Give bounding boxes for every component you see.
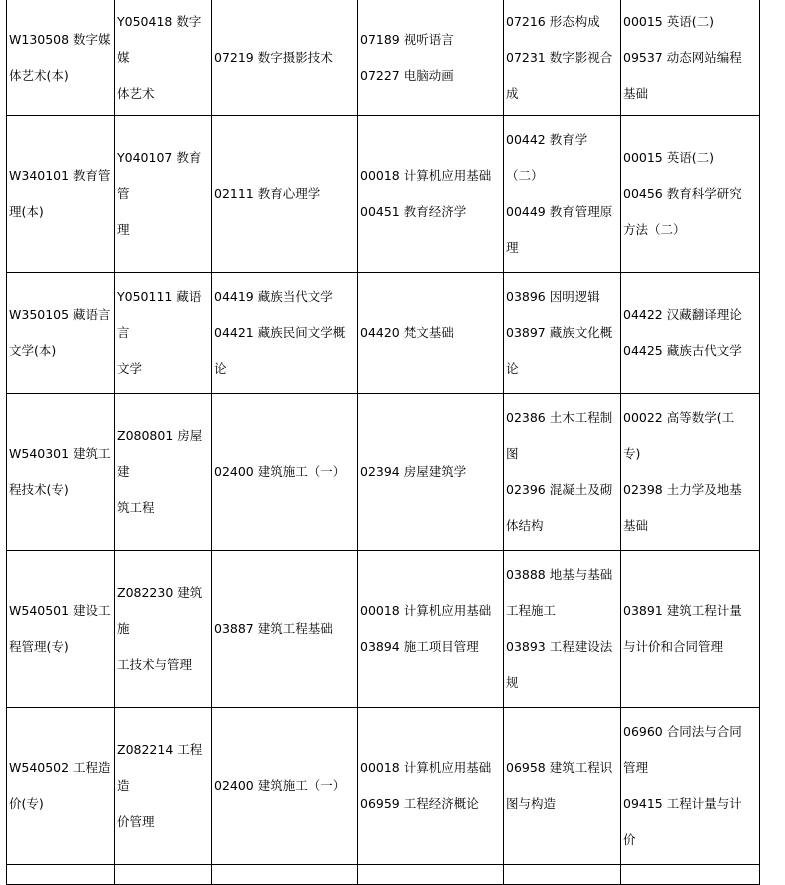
cell-text-line: 文学 <box>117 361 143 376</box>
cell-text-line: 理 <box>506 240 519 255</box>
prerequisite-major-cell <box>115 273 212 394</box>
course-cell-d <box>621 116 760 273</box>
cell-text-line: 筑工程 <box>117 500 155 515</box>
cell-text-line: 07189 视听语言 <box>360 31 454 47</box>
undergrad-major-cell <box>7 394 115 551</box>
undergrad-major-cell <box>7 116 115 273</box>
cell-text-line: 理 <box>117 222 130 237</box>
course-cell-a <box>212 116 358 273</box>
table-body <box>7 0 760 885</box>
cell-text-line: Z082230 建筑施 <box>117 585 203 636</box>
cell-text-line: 00018 计算机应用基础 <box>360 168 492 183</box>
table-row <box>7 708 760 865</box>
cell-text-line: 09415 工程计量与计 <box>623 796 742 811</box>
course-cell-d <box>621 273 760 394</box>
cell-text-line: 文学(本) <box>9 343 57 358</box>
cell-text-line: 03896 因明逻辑 <box>506 289 600 304</box>
table-row <box>7 551 760 708</box>
cell-text-line: 02400 建筑施工（一） <box>214 778 346 793</box>
cell-text-line: 基础 <box>623 518 649 533</box>
cell-text-line: Y050111 藏语言 <box>117 289 202 340</box>
cell-text-line: 06959 工程经济概论 <box>360 796 479 811</box>
cell-text-line: 04421 藏族民间文学概 <box>214 325 346 340</box>
cell-text-line: 00456 教育科学研究 <box>623 186 742 201</box>
undergrad-major-cell <box>7 708 115 865</box>
cell-text-line: 与计价和合同管理 <box>623 639 724 654</box>
course-cell-c <box>504 273 621 394</box>
course-cell-b <box>358 865 504 885</box>
course-cell-a <box>212 273 358 394</box>
cell-text-line: 03894 施工项目管理 <box>360 639 479 654</box>
cell-text-line: 00018 计算机应用基础 <box>360 603 492 618</box>
cell-text-line: W350105 藏语言 <box>9 307 111 322</box>
cell-text-line: 03891 建筑工程计量 <box>623 603 742 618</box>
table-row <box>7 865 760 885</box>
cell-text-line: 07227 电脑动画 <box>360 67 454 83</box>
cell-text-line: 图 <box>506 446 519 461</box>
cell-text-line: 07231 数字影视合 <box>506 49 613 65</box>
undergrad-major-cell <box>7 865 115 885</box>
prerequisite-major-cell <box>115 708 212 865</box>
cell-text-line: 03897 藏族文化概 <box>506 325 613 340</box>
cell-text-line: Y040107 教育管 <box>117 150 202 201</box>
cell-text-line: 体艺术 <box>117 85 155 101</box>
cell-text-line: 基础 <box>623 85 649 101</box>
table-row <box>7 273 760 394</box>
course-cell-c <box>504 0 621 116</box>
cell-text-line: 价管理 <box>117 814 155 829</box>
cell-text-line: 00451 教育经济学 <box>360 204 467 219</box>
undergrad-major-cell <box>7 551 115 708</box>
cell-text-line: 程管理(专) <box>9 639 69 654</box>
cell-text-line: 体结构 <box>506 518 544 533</box>
cell-text-line: （二） <box>506 168 544 183</box>
course-cell-a <box>212 394 358 551</box>
cell-text-line: 02396 混凝土及砌 <box>506 482 613 497</box>
cell-text-line: 工技术与管理 <box>117 657 193 672</box>
undergrad-major-cell <box>7 273 115 394</box>
cell-text-line: Y050418 数字媒 <box>117 13 202 65</box>
cell-text-line: 03893 工程建设法 <box>506 639 613 654</box>
cell-text-line: 专) <box>623 446 641 461</box>
cell-text-line: 02394 房屋建筑学 <box>360 464 467 479</box>
course-cell-d <box>621 0 760 116</box>
course-table <box>6 0 760 885</box>
cell-text-line: 06960 合同法与合同 <box>623 724 742 739</box>
cell-text-line: 管理 <box>623 760 649 775</box>
cell-text-line: 03887 建筑工程基础 <box>214 621 333 636</box>
cell-text-line: 体艺术(本) <box>9 67 69 83</box>
cell-text-line: 程技术(专) <box>9 482 69 497</box>
cell-text-line: 07216 形态构成 <box>506 13 600 29</box>
cell-text-line: 04425 藏族古代文学 <box>623 343 742 358</box>
cell-text-line: W340101 教育管 <box>9 168 111 183</box>
course-cell-c <box>504 116 621 273</box>
cell-text-line: 02111 教育心理学 <box>214 186 321 201</box>
prerequisite-major-cell <box>115 865 212 885</box>
course-cell-d <box>621 865 760 885</box>
course-cell-d <box>621 708 760 865</box>
course-cell-b <box>358 551 504 708</box>
prerequisite-major-cell <box>115 551 212 708</box>
cell-text-line: 02386 土木工程制 <box>506 410 613 425</box>
cell-text-line: 02400 建筑施工（一） <box>214 464 346 479</box>
cell-text-line: 工程施工 <box>506 603 557 618</box>
cell-text-line: 论 <box>506 361 519 376</box>
cell-text-line: 04420 梵文基础 <box>360 325 454 340</box>
course-cell-c <box>504 708 621 865</box>
prerequisite-major-cell <box>115 0 212 116</box>
cell-text-line: 00015 英语(二) <box>623 13 714 29</box>
cell-text-line: 价(专) <box>9 796 44 811</box>
course-cell-b <box>358 708 504 865</box>
cell-text-line: 成 <box>506 85 519 101</box>
prerequisite-major-cell <box>115 394 212 551</box>
course-cell-a <box>212 0 358 116</box>
course-cell-d <box>621 551 760 708</box>
cell-text-line: 00022 高等数学(工 <box>623 410 735 425</box>
cell-text-line: 00015 英语(二) <box>623 150 714 165</box>
cell-text-line: 07219 数字摄影技术 <box>214 49 333 65</box>
cell-text-line: W540301 建筑工 <box>9 446 111 461</box>
course-cell-c <box>504 865 621 885</box>
cell-text-line: 02398 土力学及地基 <box>623 482 742 497</box>
cell-text-line: 00018 计算机应用基础 <box>360 760 492 775</box>
cell-text-line: 04419 藏族当代文学 <box>214 289 333 304</box>
prerequisite-major-cell <box>115 116 212 273</box>
course-cell-c <box>504 394 621 551</box>
cell-text-line: 09537 动态网站编程 <box>623 49 742 65</box>
table-row <box>7 394 760 551</box>
table-row <box>7 0 760 116</box>
course-cell-b <box>358 394 504 551</box>
course-cell-d <box>621 394 760 551</box>
cell-text-line: 06958 建筑工程识 <box>506 760 613 775</box>
cell-text-line: 方法（二） <box>623 222 686 237</box>
cell-text-line: 图与构造 <box>506 796 557 811</box>
course-cell-b <box>358 273 504 394</box>
course-cell-a <box>212 551 358 708</box>
course-cell-c <box>504 551 621 708</box>
table-row <box>7 116 760 273</box>
cell-text-line: 00449 教育管理原 <box>506 204 613 219</box>
course-cell-a <box>212 708 358 865</box>
cell-text-line: Z082214 工程造 <box>117 742 203 793</box>
course-cell-b <box>358 0 504 116</box>
cell-text-line: 理(本) <box>9 204 44 219</box>
cell-text-line: 论 <box>214 361 227 376</box>
cell-text-line: W130508 数字媒 <box>9 31 111 47</box>
course-cell-b <box>358 116 504 273</box>
cell-text-line: 规 <box>506 675 519 690</box>
cell-text-line: Z080801 房屋建 <box>117 428 203 479</box>
cell-text-line: W540501 建设工 <box>9 603 111 618</box>
cell-text-line: 04422 汉藏翻译理论 <box>623 307 742 322</box>
undergrad-major-cell <box>7 0 115 116</box>
course-cell-a <box>212 865 358 885</box>
cell-text-line: 价 <box>623 832 636 847</box>
cell-text-line: 03888 地基与基础 <box>506 567 613 582</box>
cell-text-line: W540502 工程造 <box>9 760 111 775</box>
cell-text-line: 00442 教育学 <box>506 132 588 147</box>
